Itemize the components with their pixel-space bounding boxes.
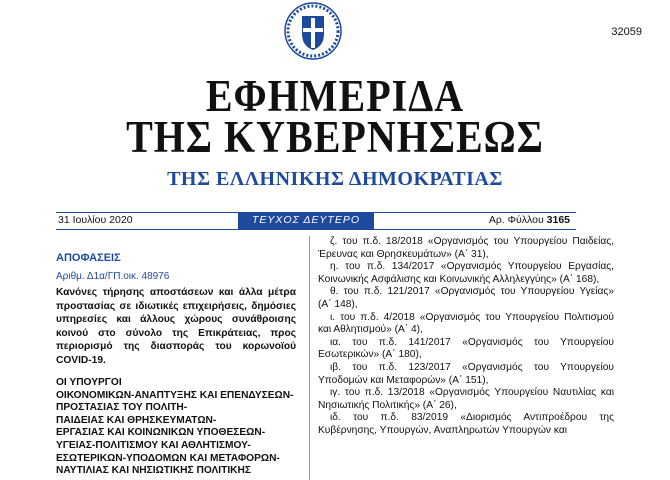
ministers-line: ΠΡΟΣΤΑΣΙΑΣ ΤΟΥ ΠΟΛΙΤΗ- [56,402,188,414]
legal-reference-paragraph: θ. του π.δ. 121/2017 «Οργανισμός του Υπουργείου Υγείας» (Α΄ 148), [318,286,614,310]
page-number: 32059 [611,26,642,38]
legal-reference-paragraph: η. του π.δ. 134/2017 «Οργανισμός Υπουργείου Εργασίας, Κοινωνικής Ασφάλισης και Κοινωνικής Αλληλεγγύης» (Α΄ 168), [318,261,614,285]
section-heading: ΑΠΟΦΑΣΕΙΣ [56,252,121,264]
sheet-number [489,214,570,226]
greek-coat-of-arms-icon [284,2,342,60]
sheet-label: Αρ. Φύλλου [488,214,544,226]
sheet-number-value: 3165 [546,214,570,226]
column-divider [309,236,310,480]
issue-info-bar [56,212,576,230]
left-column [56,252,296,478]
ministers-line: ΕΣΩΤΕΡΙΚΩΝ-ΥΠΟΔΟΜΩΝ ΚΑΙ ΜΕΤΑΦΟΡΩΝ- [56,452,280,464]
issue-label: ΤΕΥΧΟΣ ΔΕΥΤΕΡΟ [238,212,374,229]
ministers-line: ΕΡΓΑΣΙΑΣ ΚΑΙ ΚΟΙΝΩΝΙΚΩΝ ΥΠΟΘΕΣΕΩΝ- [56,427,266,439]
gazette-subtitle: ΤΗΣ ΕΛΛΗΝΙΚΗΣ ΔΗΜΟΚΡΑΤΙΑΣ [167,168,503,190]
legal-reference-paragraph: ζ. του π.δ. 18/2018 «Οργανισμός του Υπουργείου Παιδείας, Έρευνας και Θρησκευμάτων» (Α΄ 31), [318,236,614,260]
ministers-line: ΟΙ ΥΠΟΥΡΓΟΙ [56,377,122,388]
legal-reference-paragraph: ι. του π.δ. 4/2018 «Οργανισμός του Υπουργείου Πολιτισμού και Αθλητισμού» (Α΄ 4), [318,311,614,336]
ministers-line: ΥΓΕΙΑΣ-ΠΟΛΙΤΙΣΜΟΥ ΚΑΙ ΑΘΛΗΤΙΣΜΟΥ- [56,439,251,451]
decision-title: Κανόνες τήρησης αποστάσεων και άλλα μέτρα προστασίας σε ιδιωτικές επιχειρήσεις, δημόσιες υπηρεσίες και άλλους χώρους συνάθροισης κοινού στο σύνολο της Επικράτειας, προς περιορισμό της διασποράς του κορωνοϊού COVID-19. [56,287,296,366]
ministers-block [56,377,296,478]
legal-reference-paragraph: ια. του π.δ. 141/2017 «Οργανισμός του Υπουργείου Εσωτερικών» (Α΄ 180), [318,336,614,361]
ministers-line: ΝΑΥΤΙΛΙΑΣ ΚΑΙ ΝΗΣΙΩΤΙΚΗΣ ΠΟΛΙΤΙΚΗΣ [56,465,251,477]
ministers-line: ΟΙΚΟΝΟΜΙΚΩΝ-ΑΝΑΠΤΥΞΗΣ ΚΑΙ ΕΠΕΝΔΥΣΕΩΝ- [56,389,294,401]
gazette-title-line2: ΤΗΣ ΚΥΒΕΡΝΗΣΕΩΣ [126,110,544,163]
ministers-line: ΠΑΙΔΕΙΑΣ ΚΑΙ ΘΡΗΣΚΕΥΜΑΤΩΝ- [56,414,217,426]
right-column [318,236,614,438]
legal-reference-paragraph: ιδ. του π.δ. 83/2019 «Διορισμός Αντιπροέδρου της Κυβέρνησης, Υπουργών, Αναπληρωτών Υπουργών και [318,412,614,436]
issue-date: 31 Ιουλίου 2020 [58,214,133,226]
gazette-title: ΕΦΗΜΕΡΙΔΑ [205,69,465,122]
legal-reference-paragraph: ιβ. του π.δ. 123/2017 «Οργανισμός του Υπουργείου Υποδομών και Μεταφορών» (Α΄ 151), [318,361,614,386]
legal-reference-paragraph: ιγ. του π.δ. 13/2018 «Οργανισμός Υπουργείου Ναυτιλίας και Νησιωτικής Πολιτικής» (Α΄ 26), [318,387,614,411]
decision-reference: Αριθμ. Δ1α/ΓΠ.οικ. 48976 [56,271,170,282]
